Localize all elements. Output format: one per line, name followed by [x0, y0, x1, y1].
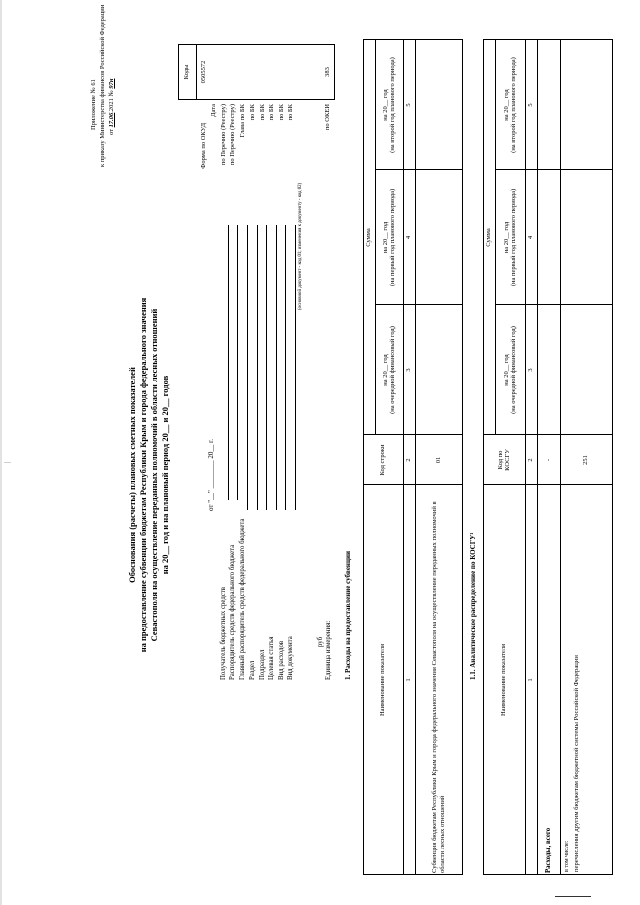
s1-header-col5: на 20__ год (на второй год планового периода)	[381, 57, 396, 153]
s11-total-value-3[interactable]	[537, 305, 560, 435]
unit-value: руб	[317, 636, 324, 647]
s1-row-name: Субвенция бюджетам Республики Крым и города федерального значения Севастополя на осуществление переданных полномочий в области лесных отношений	[430, 501, 446, 873]
okei-label: по ОКЕИ	[324, 104, 331, 131]
field-document-type: Вид документа	[287, 636, 294, 680]
fill-line-subsection	[266, 225, 267, 510]
codes-header: Коды	[183, 64, 191, 80]
s1-header-col3: на 20__ год (на очередной финансовый год)	[381, 326, 396, 414]
s11-header-col4: на 20__ год (на первый год планового периода)	[502, 188, 517, 287]
okud-label: Форма по ОКУД	[200, 123, 207, 169]
s1-row-value-5[interactable]	[415, 40, 462, 170]
s11-transfer-code: 251	[582, 455, 590, 465]
okei-value: 383	[324, 67, 331, 77]
field-distributor: Распорядитель средств федерального бюджета	[229, 544, 236, 680]
s11-num-4: 4	[527, 235, 535, 240]
s1-header-name: Наименование показателя	[379, 643, 387, 717]
s11-total-value-4[interactable]	[537, 170, 560, 305]
s1-num-4: 4	[405, 235, 413, 240]
s11-num-3: 3	[527, 368, 535, 372]
appendix-line-1: Приложение № 61	[90, 79, 97, 130]
field-section: Раздел	[249, 660, 256, 680]
s1-header-code: Код строки	[379, 444, 387, 476]
title-line-1: Обоснования (расчеты) плановых сметных показателей	[127, 367, 137, 583]
s11-num-1: 1	[527, 678, 535, 682]
s11-total-label: Расходы, всего	[544, 827, 552, 873]
appendix-line-3: от 17.06.2021 № 97н	[108, 78, 115, 135]
fill-line-target	[276, 225, 277, 510]
s1-num-2: 2	[405, 458, 413, 462]
s1-row-value-3[interactable]	[415, 305, 462, 435]
field-recipient: Получатель бюджетных средств	[220, 587, 227, 680]
s11-header-col5: на 20__ год (на второй год планового периода)	[502, 57, 517, 153]
fill-line-doctype	[295, 225, 296, 510]
fill-line-section	[257, 225, 258, 510]
s1-header-col4: на 20__ год (на первый год планового периода)	[381, 188, 396, 287]
bk-label-2: по БК	[259, 104, 266, 121]
title-line-4: на 20__ год и на плановый период 20__ и 20__ годов	[160, 375, 170, 575]
fill-line-recipient	[228, 225, 229, 500]
s11-header-sum: Сумма	[485, 228, 493, 247]
unit-label: Единица измерения:	[325, 620, 332, 680]
field-expense-type: Вид расходов	[278, 640, 285, 680]
s11-transfer-value-3[interactable]	[560, 305, 612, 435]
section-1-title: 1. Расходы на предоставление субвенции	[344, 550, 352, 680]
s1-row-value-4[interactable]	[415, 170, 462, 305]
okud-value: 0505572	[200, 60, 207, 84]
bk-label-4: по БК	[278, 104, 285, 121]
fill-line-distributor	[237, 225, 238, 500]
date-line: от "__" ________ 20__ г.	[207, 439, 215, 512]
s11-total-code: -	[544, 458, 552, 462]
glava-label: Глава по БК	[239, 104, 246, 138]
s1-num-1: 1	[405, 678, 413, 682]
s11-num-2: 2	[527, 458, 535, 462]
s1-num-3: 3	[405, 368, 413, 372]
s1-num-5: 5	[405, 103, 413, 107]
s11-transfer-label: перечисления другим бюджетам бюджетной системы Российской Федерации	[573, 655, 580, 872]
doc-type-note: (основной документ - код 01; изменения к документу - код 02)	[298, 182, 303, 310]
s11-incl-label: в том числе:	[564, 840, 570, 872]
title-line-3: Севастополя на осуществление переданных полномочий в области лесных отношений	[149, 308, 159, 642]
bk-label-5: по БК	[287, 104, 294, 121]
s11-num-5: 5	[527, 103, 535, 107]
s11-transfer-value-5[interactable]	[560, 40, 612, 170]
section-1-1-title: 1.1. Аналитическое распределение по КОСГУ¹	[469, 532, 477, 680]
bk-label-3: по БК	[268, 104, 275, 121]
field-target-item: Целевая статья	[268, 636, 275, 680]
bk-label-1: по БК	[249, 104, 256, 121]
s11-total-value-5[interactable]	[537, 40, 560, 170]
title-line-2: на предоставление субвенции бюджетам Республики Крым и города федерального значения	[138, 297, 148, 653]
s1-header-sum: Сумма	[365, 228, 373, 247]
date-label: Дата	[210, 104, 217, 117]
fill-line-main-distributor	[247, 225, 248, 510]
field-subsection: Подраздел	[259, 649, 266, 680]
field-main-distributor: Главный распорядитель средств федерального бюджета	[239, 518, 246, 680]
perechen-label-1: по Перечню (Реестру)	[220, 104, 227, 166]
s1-row-code: 01	[434, 456, 442, 464]
fill-line-expense	[285, 225, 286, 510]
s11-header-name: Наименование показателя	[500, 643, 508, 717]
s11-header-col3: на 20__ год (на очередной финансовый год)	[502, 326, 517, 414]
s11-header-code: Код по КОСГУ	[496, 449, 511, 471]
appendix-line-2: к приказу Министерства финансов Российской Федерации	[99, 4, 106, 167]
perechen-label-2: по Перечню (Реестру)	[229, 104, 236, 166]
s11-transfer-value-4[interactable]	[560, 170, 612, 305]
